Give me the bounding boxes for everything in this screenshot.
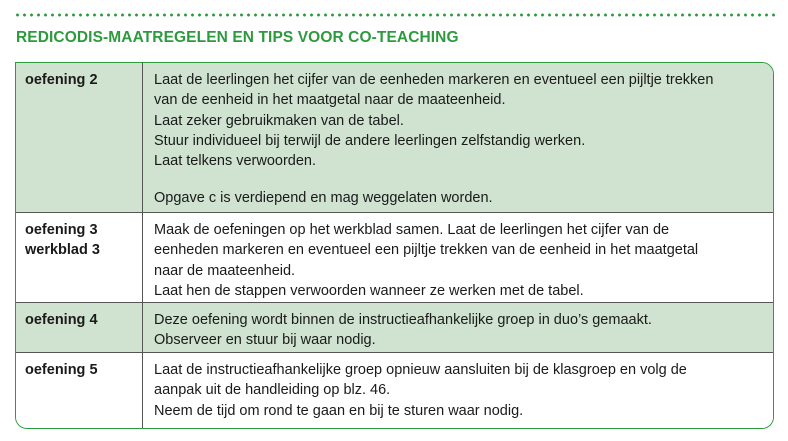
dotted-rule — [14, 13, 776, 17]
row-label — [16, 63, 143, 212]
text-line: Observeer en stuur bij waar nodig. — [154, 332, 376, 349]
table-row-oefening-4 — [16, 303, 773, 352]
text-line: Opgave c is verdiepend en mag weggelaten worden. — [154, 190, 493, 207]
row-label — [16, 213, 143, 302]
row-label-line: oefening 2 — [25, 72, 98, 88]
text-line: Laat de instructieafhankelijke groep opnieuw aansluiten bij de klasgroep en volg de — [154, 362, 687, 378]
table-row-oefening-5 — [16, 353, 773, 429]
row-text — [143, 353, 773, 429]
text-line: naar de maateenheid. — [154, 262, 296, 279]
row-label-line: oefening 3 — [25, 222, 98, 238]
row-text — [143, 303, 773, 352]
tips-table — [15, 62, 774, 429]
text-line: Laat telkens verwoorden. — [154, 153, 317, 170]
text-line: van de eenheid in het maatgetal naar de maateenheid. — [154, 92, 506, 109]
row-text — [143, 213, 773, 302]
row-label-line: werkblad 3 — [25, 242, 100, 258]
row-label — [16, 353, 143, 429]
text-line: Laat zeker gebruikmaken van de tabel. — [154, 112, 404, 129]
row-text — [143, 63, 773, 212]
blank-line — [154, 171, 763, 188]
table-row-oefening-3 — [16, 213, 773, 302]
table-row-oefening-2 — [16, 63, 773, 212]
text-line: Laat hen de stappen verwoorden wanneer ze werken met de tabel. — [154, 282, 584, 299]
row-label-line: oefening 4 — [25, 312, 98, 328]
text-line: Maak de oefeningen op het werkblad samen. Laat de leerlingen het cijfer van de — [154, 222, 670, 238]
text-line: Laat de leerlingen het cijfer van de eenheden markeren en eventueel een pijltje trekken — [154, 72, 714, 88]
text-line: aanpak uit de handleiding op blz. 46. — [154, 382, 391, 399]
row-label — [16, 303, 143, 352]
text-line: Neem de tijd om rond te gaan en bij te sturen waar nodig. — [154, 402, 524, 419]
section-heading: REDICODIS-MAATREGELEN EN TIPS VOOR CO-TEACHING — [16, 29, 459, 46]
row-label-line: oefening 5 — [25, 362, 98, 378]
text-line: Stuur individueel bij terwijl de andere leerlingen zelfstandig werken. — [154, 132, 586, 149]
text-line: Deze oefening wordt binnen de instructieafhankelijke groep in duo’s gemaakt. — [154, 312, 652, 328]
text-line: eenheden markeren en eventueel een pijltje trekken van de eenheid in het maatgetal — [154, 242, 699, 259]
